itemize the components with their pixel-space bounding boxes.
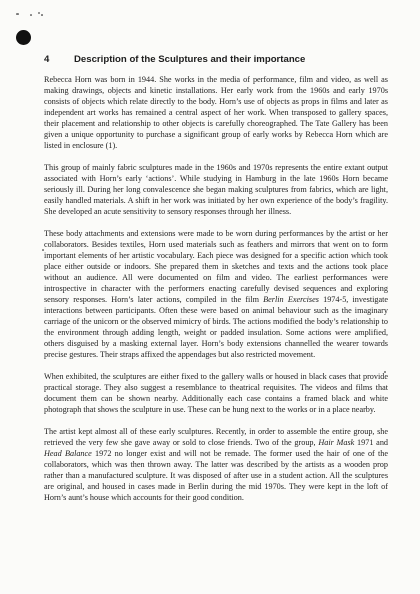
paragraph-text: 1972 no longer exist and will not be remade. The former used the hair of one of the collaborators, which was then thrown away. The latter was described by the artists as a wooden prop rather than a manufactured sculpture. It was disposed of after use in a student action. All the sculptures are original, and housed in cases made in Berlin during the mid 1970s. They were kept in the loft of Horn’s aunt’s house which accounts for their good condition.: [44, 449, 389, 502]
scan-speck: [30, 14, 32, 16]
paragraph-text: 1974-5, investigate interactions between participants. Often these were based on animal behaviour such as the imaginary carriage of the unicorn or the observed mimicry of birds. The actions modified the body’s relationship to the environment through adding length, weight or padded insulation. Some actions were amplified, others disguised by a masking external layer. Horn’s body extensions channelled the wearer towards precise gestures. Their straps affixed the appendages but also restricted movement.: [44, 295, 388, 359]
paragraph-text: The artist kept almost all of these early sculptures. Recently, in order to assemble the entire group, she retrieved the very few she gave away or sold to close friends. Two of the group,: [44, 427, 388, 447]
work-title: Head Balance: [44, 449, 92, 458]
scan-speck: [16, 13, 19, 15]
document-body: [44, 74, 388, 503]
paragraph-body-attachments: [44, 228, 388, 360]
work-title: Hair Mask: [318, 438, 355, 447]
paragraph-exhibition: When exhibited, the sculptures are either fixed to the gallery walls or housed in black cases that provide practical storage. They also suggest a resemblance to theatrical requisites. The videos and films that document them can be shown nearby. Additionally each case contains a framed black and white photograph that shows the sculpture in use. These can be hung next to the works or in a place nearby.: [44, 372, 388, 414]
paragraph-artist-intro: Rebecca Horn was born in 1944. She works in the media of performance, film and video, as well as making drawings, objects and kinetic installations. Her early work from the 1960s and early 1970s consists of objects which relate directly to the body. Horn’s use of objects as props in films and later as independent art works has remained a central aspect of her work. When transposed to gallery spaces, their placement and relationship to other objects is carefully choreographed. The Tate Gallery has been given a unique opportunity to purchase a significant group of early works by Rebecca Horn which are listed in enclosure (1).: [44, 75, 388, 150]
paragraph-provenance: [44, 426, 388, 503]
paragraph-text: 1971 and: [354, 438, 389, 447]
section-number: 4: [44, 54, 50, 65]
paragraph-fabric-sculptures: This group of mainly fabric sculptures made in the 1960s and 1970s represents the entire extant output associated with Horn’s early ‘actions’. While studying in Hamburg in the late 1960s Horn became seriously ill. During her long convalescence she began making sculptures from fabrics, which are light, easily handled materials. A shift in her work was initiated by her own experience of the body’s fragility. She developed an acute sensitivity to sensory responses through her illness.: [44, 163, 388, 216]
binder-punch-hole: [16, 30, 31, 45]
scan-speck: [41, 14, 43, 16]
film-title: Berlin Exercises: [263, 295, 319, 304]
paragraph-text: These body attachments and extensions were made to be worn during performances by the artist or her collaborators. Besides textiles, Horn used materials such as feathers and mirrors that went on to form important elements of her artistic vocabulary. Each piece was designed for a specific action which took place either outside or indoors. She prepared them in sketches and texts and the actions took place without an audience. All were documented on film and video. The earliest performances were introspective in character with the performers enacting carefully devised sequences and exploring sensory responses. Horn’s later actions, compiled in the film: [44, 229, 388, 304]
section-title: Description of the Sculptures and their importance: [74, 54, 306, 65]
section-heading: [44, 54, 305, 65]
scan-speck: [38, 12, 40, 14]
